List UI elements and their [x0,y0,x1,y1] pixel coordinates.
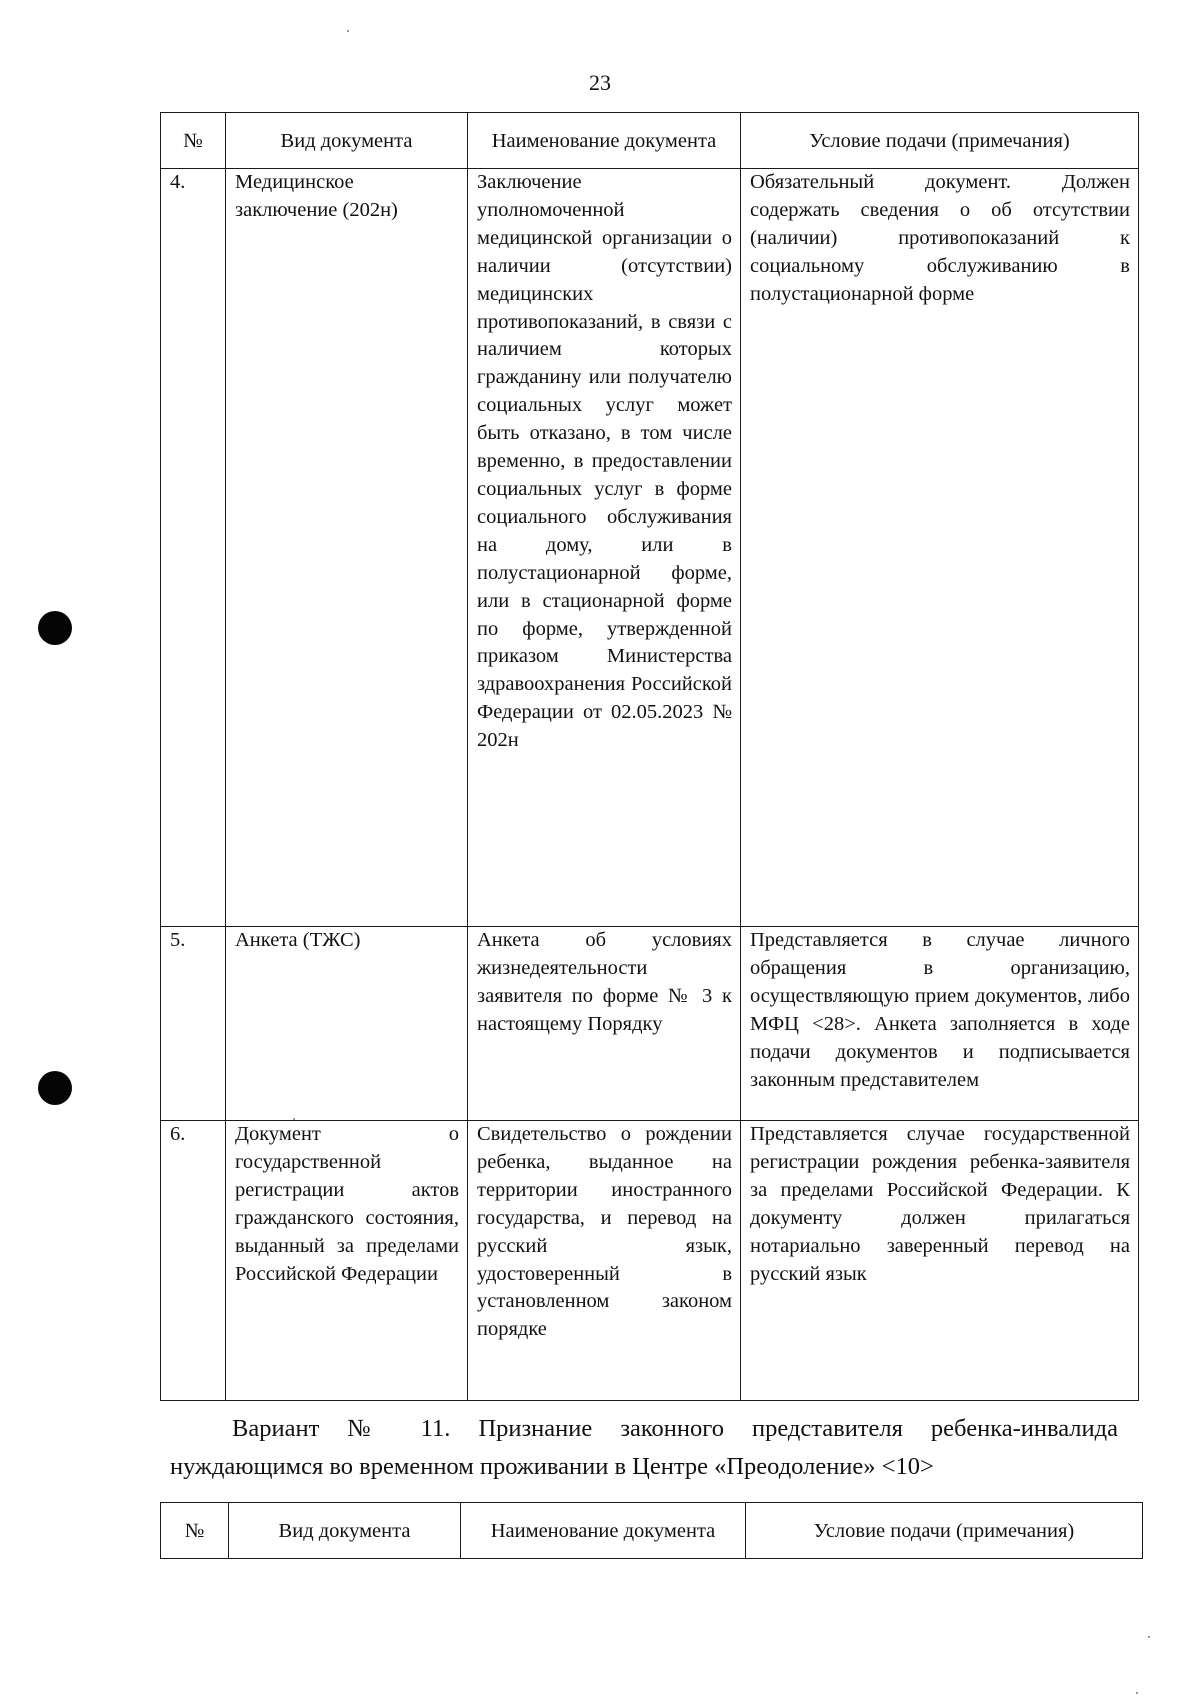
header-doc-name: Наименование документа [461,1503,746,1559]
scan-speck [1136,1692,1138,1694]
row-number: 4. [161,169,226,927]
header-condition: Условие подачи (примечания) [746,1503,1143,1559]
row-condition: Представляется случае государственной регистрации рождения ребенка-заявителя за пределами Российской Федерации. К документу должен прилагаться нотариально заверенный перевод на русский язык [741,1121,1139,1401]
row-condition: Обязательный документ. Должен содержать сведения о об отсутствии (наличии) противопоказаний к социальному обслуживанию в полустационарной форме [741,169,1139,927]
header-condition: Условие подачи (примечания) [741,113,1139,169]
row-doc-type: Документ о государственной регистрации актов гражданского состояния, выданный за пределами Российской Федерации [226,1121,468,1401]
table-row [161,1121,1139,1401]
row-doc-type: Медицинское заключение (202н) [226,169,468,927]
header-number: № [161,1503,229,1559]
table-row [161,169,1139,927]
variant-caption: Вариант № 11. Признание законного представителя ребенка-инвалида нуждающимся во временном проживании в Центре «Преодоление» <10> [170,1415,1118,1480]
scan-speck [347,30,349,32]
row-doc-name: Заключение уполномоченной медицинской организации о наличии (отсутствии) медицинских противопоказаний, в связи с наличием которых гражданину или получателю социальных услуг может быть отказано, в том числе временно, в предоставлении социальных услуг в форме социального обслуживания на дому, или в полустационарной форме, или в стационарной форме по форме, утвержденной приказом Министерства здравоохранения Российской Федерации от 02.05.2023 № 202н [468,169,741,927]
punch-hole-bottom [38,1071,72,1105]
scan-speck [1148,1636,1150,1638]
header-doc-type: Вид документа [226,113,468,169]
row-doc-name: Свидетельство о рождении ребенка, выданное на территории иностранного государства, и перевод на русский язык, удостоверенный в установленном законом порядке [468,1121,741,1401]
table-header-row [161,113,1139,169]
table-header-row [161,1503,1143,1559]
header-doc-type: Вид документа [229,1503,461,1559]
punch-hole-top [38,611,72,645]
row-number: 5. [161,927,226,1121]
header-number: № [161,113,226,169]
table-row [161,927,1139,1121]
header-doc-name: Наименование документа [468,113,741,169]
row-condition: Представляется в случае личного обращения в организацию, осуществляющую прием документов, либо МФЦ <28>. Анкета заполняется в ходе подачи документов и подписывается законным представителем [741,927,1139,1121]
page-number: 23 [589,70,611,95]
row-doc-type: Анкета (ТЖС) [226,927,468,1121]
documents-table [160,112,1139,1401]
row-number: 6. [161,1121,226,1401]
variant-11-table [160,1502,1143,1559]
row-doc-name: Анкета об условиях жизнедеятельности заявителя по форме № 3 к настоящему Порядку [468,927,741,1121]
